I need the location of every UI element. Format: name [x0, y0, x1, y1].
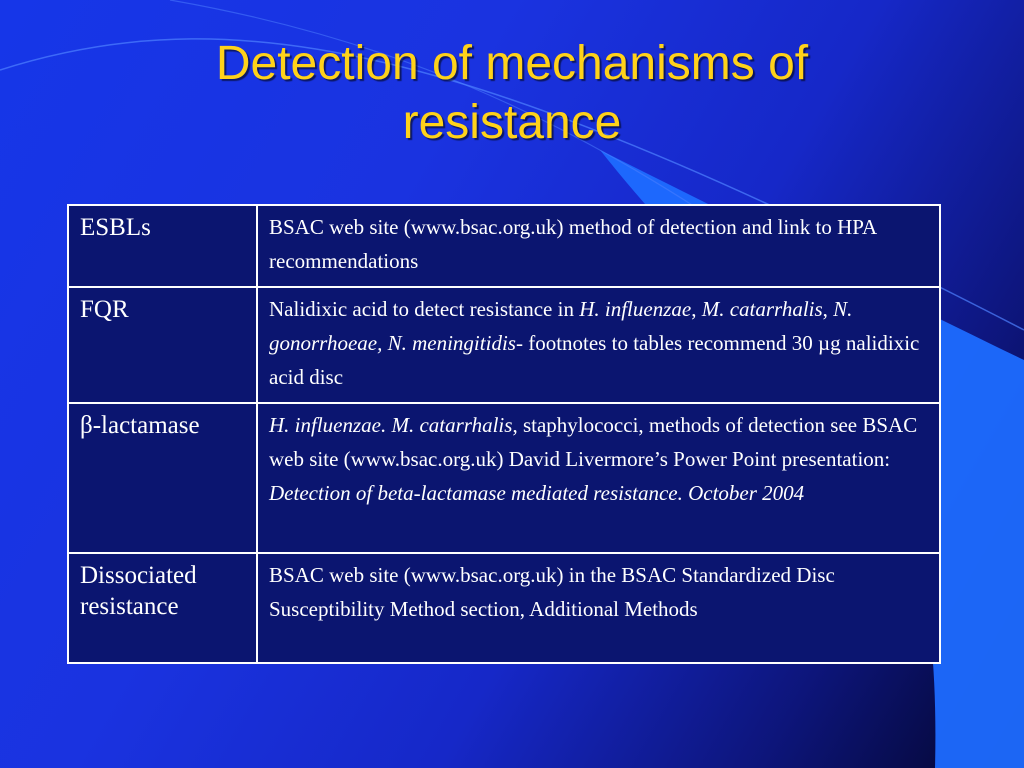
resistance-table-container: [67, 204, 941, 664]
desc-text: BSAC web site (www.bsac.org.uk) in the BSAC Standardized Disc Susceptibility Method section, Additional Methods: [269, 563, 835, 621]
table-row: [68, 205, 940, 287]
row-key-line-1: Dissociated: [80, 562, 197, 589]
desc-italic-text: H. influenzae. M. catarrhalis: [269, 413, 513, 437]
table-row: [68, 553, 940, 663]
desc-text: ,: [822, 297, 834, 321]
desc-text: ,: [691, 297, 702, 321]
table-row: [68, 287, 940, 403]
desc-text: BSAC web site (www.bsac.org.uk) method of detection and link to HPA recommendations: [269, 215, 877, 273]
table-row: [68, 403, 940, 553]
row-key-esbls: ESBLs: [68, 205, 257, 287]
desc-italic-text: H. influenzae: [579, 297, 692, 321]
row-key-dissociated-resistance: [68, 553, 257, 663]
desc-text: footnotes to tables recommend 30 µg nalidixic acid disc: [269, 331, 920, 389]
desc-italic-text: M. catarrhalis: [701, 297, 823, 321]
slide-title-line-2: resistance: [402, 96, 622, 149]
desc-italic-text: Detection of beta-lactamase mediated resistance. October 2004: [269, 481, 805, 505]
row-desc-beta-lactamase: [257, 403, 940, 553]
row-key-beta-lactamase: β-lactamase: [68, 403, 257, 553]
desc-text: Nalidixic acid to detect resistance in: [269, 297, 580, 321]
slide-title-line-1: Detection of mechanisms of: [215, 37, 809, 90]
row-desc-fqr: [257, 287, 940, 403]
row-key-fqr: FQR: [68, 287, 257, 403]
row-key-line-2: resistance: [80, 593, 179, 620]
desc-italic-text: N. gonorrhoeae, N. meningitidis-: [269, 297, 853, 355]
resistance-table: [67, 204, 941, 664]
slide-title: [0, 34, 1024, 152]
row-desc-esbls: [257, 205, 940, 287]
desc-text: , staphylococci, methods of detection see BSAC web site (www.bsac.org.uk) David Livermore’s Power Point presentation:: [269, 413, 918, 471]
row-desc-dissociated-resistance: [257, 553, 940, 663]
